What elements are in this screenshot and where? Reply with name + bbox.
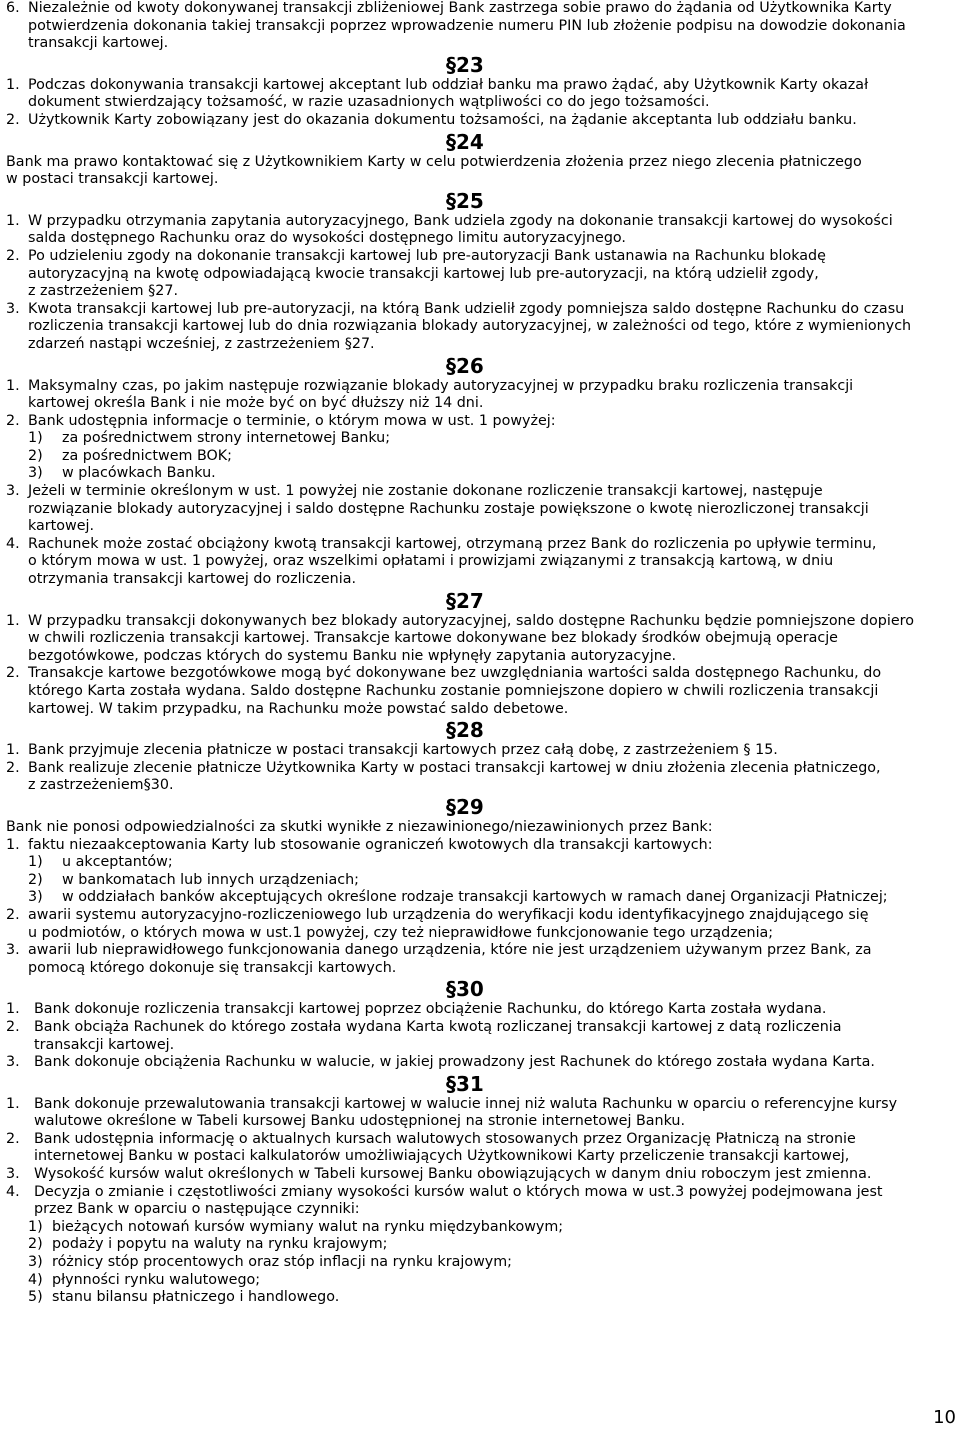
item-text-line: bieżących notowań kursów wymiany walut na rynku międzybankowym; (52, 1218, 564, 1235)
list-item (6, 613, 954, 666)
item-number: 3. (6, 1166, 20, 1183)
item-text-line: salda dostępnego Rachunku oraz do wysokości dostępnego limitu autoryzacyjnego. (28, 230, 626, 247)
list-item (6, 536, 954, 589)
item-number: 1. (6, 212, 20, 229)
section-heading: §31 (446, 1071, 484, 1096)
list-item (6, 301, 954, 354)
list-item (6, 1289, 954, 1307)
section-heading: §25 (446, 188, 484, 213)
section-s31 (6, 1072, 954, 1307)
list-item (6, 1001, 954, 1019)
item-text-line: Bank dokonuje rozliczenia transakcji kartowej poprzez obciążenie Rachunku, do którego Karta została wydana. (34, 1001, 827, 1018)
section-s28 (6, 718, 954, 795)
item-text-line: Maksymalny czas, po jakim następuje rozwiązanie blokady autoryzacyjnej w przypadku braku rozliczenia transakcji (28, 377, 854, 394)
item-number: 2. (6, 665, 20, 682)
item-text-line: Kwota transakcji kartowej lub pre-autoryzacji, na którą Bank udzielił zgody pomniejsza saldo dostępne Rachunku do czasu (28, 300, 905, 317)
list-item (6, 665, 954, 718)
list-item (6, 907, 954, 942)
item-number: 4) (28, 1271, 43, 1288)
document-page (6, 0, 954, 1307)
list-item (6, 0, 954, 53)
item-number: 2. (6, 412, 20, 429)
item-number: 1. (6, 612, 20, 629)
item-number: 6. (6, 0, 20, 16)
item-number: 3) (28, 889, 43, 906)
item-text-line: transakcji kartowej. (28, 35, 169, 52)
list-item (6, 854, 954, 872)
item-number: 2. (6, 111, 20, 128)
item-number: 3) (28, 1254, 43, 1271)
item-text-line: podaży i popytu na waluty na rynku krajowym; (52, 1236, 388, 1253)
item-text-line: dokument stwierdzający tożsamość, w razie uzasadnionych wątpliwości co do jego tożsamości. (28, 94, 710, 111)
item-number: 4. (6, 1183, 20, 1200)
list-item (6, 1254, 954, 1272)
item-text-line: płynności rynku walutowego; (52, 1271, 261, 1288)
item-text-line: pomocą którego dokonuje się transakcji kartowych. (28, 959, 397, 976)
section-s29 (6, 795, 954, 977)
paragraph-line: w postaci transakcji kartowej. (6, 171, 219, 188)
list-item (6, 942, 954, 977)
item-text-line: u akceptantów; (62, 854, 173, 871)
section-s24 (6, 130, 954, 189)
list-item (6, 112, 954, 130)
item-number: 3. (6, 483, 20, 500)
item-text-line: Bank udostępnia informacje o terminie, o którym mowa w ust. 1 powyżej: (28, 412, 556, 429)
item-text-line: W przypadku transakcji dokonywanych bez blokady autoryzacyjnej, saldo dostępne Rachunku będzie pomniejszone dopiero (28, 612, 914, 629)
section-heading: §23 (446, 52, 484, 77)
item-text-line: w chwili rozliczenia transakcji kartowej. Transakcje kartowe dokonywane bez blokady środków obejmują operacje (28, 630, 838, 647)
item-text-line: Wysokość kursów walut określonych w Tabeli kursowej Banku obowiązujących w danym dniu roboczym jest zmienna. (34, 1166, 872, 1183)
list-item (6, 837, 954, 855)
section-heading: §29 (446, 794, 484, 819)
item-text-line: transakcji kartowej. (34, 1036, 175, 1053)
item-text-line: którego Karta została wydana. Saldo dostępne Rachunku zostanie pomniejszone dopiero w chwili rozliczenia transakcji (28, 683, 879, 699)
item-text-line: Transakcje kartowe bezgotówkowe mogą być dokonywane bez uwzględniania wartości salda dostępnego Rachunku, do (28, 665, 882, 682)
paragraph-line: Bank nie ponosi odpowiedzialności za skutki wynikłe z niezawinionego/niezawinionych przez Bank: (6, 818, 713, 835)
item-text-line: internetowej Banku w postaci kalkulatorów umożliwiających Użytkownikowi Karty przeliczenie transakcji kartowej, (34, 1148, 850, 1165)
item-number: 2) (28, 447, 43, 464)
section-paragraph (6, 154, 954, 189)
section-heading: §30 (446, 977, 484, 1002)
list-item (6, 1219, 954, 1237)
section-heading: §26 (446, 353, 484, 378)
list-item (6, 77, 954, 112)
item-text-line: rozwiązanie blokady autoryzacyjnej i saldo dostępne Rachunku zostaje powiększone o kwotę nierozliczonej transakcji (28, 500, 869, 517)
item-text-line: walutowe określone w Tabeli kursowej Banku udostępnionej na stronie internetowej Banku. (34, 1113, 686, 1130)
list-item (6, 483, 954, 536)
item-number: 2. (6, 247, 20, 264)
item-number: 1. (6, 836, 20, 853)
section-heading: §28 (446, 718, 484, 743)
item-text-line: Bank dokonuje obciążenia Rachunku w walucie, w jakiej prowadzony jest Rachunek do którego została wydana Karta. (34, 1054, 875, 1071)
list-item (6, 872, 954, 890)
item-text-line: stanu bilansu płatniczego i handlowego. (52, 1289, 340, 1306)
item-text-line: rozliczenia transakcji kartowej lub do dnia rozwiązania blokady autoryzacyjnej, w zależności od tego, które z wymienionych (28, 318, 912, 335)
section-heading: §24 (446, 129, 484, 154)
item-number: 2) (28, 1236, 43, 1253)
item-text-line: kartowej. W takim przypadku, na Rachunku może powstać saldo debetowe. (28, 700, 569, 717)
list-item (6, 248, 954, 301)
item-text-line: W przypadku otrzymania zapytania autoryzacyjnego, Bank udziela zgody na dokonanie transakcji kartowej do wysokości (28, 212, 893, 229)
item-text-line: otrzymania transakcji kartowej do rozliczenia. (28, 571, 357, 588)
item-text-line: w placówkach Banku. (62, 465, 216, 482)
item-text-line: kartowej. (28, 518, 95, 535)
item-number: 3. (6, 1054, 20, 1071)
item-text-line: w oddziałach banków akceptujących określone rodzaje transakcji kartowych w ramach danej Organizacji Płatniczej; (62, 889, 888, 906)
item-text-line: zdarzeń nastąpi wcześniej, z zastrzeżeniem §27. (28, 335, 375, 352)
section-paragraph (6, 819, 954, 837)
item-text-line: Rachunek może zostać obciążony kwotą transakcji kartowej, otrzymaną przez Bank do rozliczenia po upływie terminu, (28, 535, 877, 552)
item-number: 3) (28, 465, 43, 482)
list-item (6, 1166, 954, 1184)
item-text-line: za pośrednictwem BOK; (62, 447, 232, 464)
list-item (6, 1096, 954, 1131)
item-text-line: Podczas dokonywania transakcji kartowej akceptant lub oddział banku ma prawo żądać, aby Użytkownik Karty okazał (28, 76, 869, 93)
item-number: 2. (6, 906, 20, 923)
item-number: 1) (28, 854, 43, 871)
item-text-line: Niezależnie od kwoty dokonywanej transakcji zbliżeniowej Bank zastrzega sobie prawo do żądania od Użytkownika Karty (28, 0, 892, 16)
item-text-line: w bankomatach lub innych urządzeniach; (62, 871, 359, 888)
item-text-line: Bank obciąża Rachunek do którego została wydana Karta kwotą rozliczanej transakcji kartowej z datą rozliczenia (34, 1018, 842, 1035)
list-item (6, 430, 954, 448)
item-text-line: różnicy stóp procentowych oraz stóp inflacji na rynku krajowym; (52, 1254, 512, 1271)
item-text-line: Bank przyjmuje zlecenia płatnicze w postaci transakcji kartowych przez całą dobę, z zastrzeżeniem § 15. (28, 742, 778, 759)
item-number: 3. (6, 300, 20, 317)
item-text-line: o którym mowa w ust. 1 powyżej, oraz wszelkimi opłatami i prowizjami związanymi z transakcją kartową, w dniu (28, 553, 834, 570)
page-number: 10 (933, 1407, 956, 1429)
item-number: 1) (28, 430, 43, 447)
list-item (6, 760, 954, 795)
item-text-line: Bank udostępnia informację o aktualnych kursach walutowych stosowanych przez Organizację Płatniczą na stronie (34, 1130, 856, 1147)
section-s25 (6, 189, 954, 354)
item-number: 1) (28, 1218, 43, 1235)
item-number: 2. (6, 1130, 20, 1147)
item-number: 4. (6, 535, 20, 552)
list-item (6, 213, 954, 248)
item-text-line: za pośrednictwem strony internetowej Banku; (62, 430, 391, 447)
item-text-line: Bank realizuje zlecenie płatnicze Użytkownika Karty w postaci transakcji kartowej w dniu złożenia zlecenia płatniczego, (28, 759, 881, 776)
list-item (6, 448, 954, 466)
item-text-line: awarii systemu autoryzacyjno-rozliczeniowego lub urządzenia do weryfikacji kodu identyfikacyjnego znajdującego się (28, 906, 869, 923)
list-item (6, 742, 954, 760)
section-heading: §27 (446, 588, 484, 613)
list-item (6, 465, 954, 483)
list-item (6, 378, 954, 413)
item-number: 1. (6, 76, 20, 93)
item-text-line: przez Bank w oparciu o następujące czynniki: (34, 1201, 360, 1218)
item-number: 1. (6, 1095, 20, 1112)
section-s30 (6, 977, 954, 1071)
item-text-line: faktu niezaakceptowania Karty lub stosowanie ograniczeń kwotowych dla transakcji kartowych: (28, 836, 713, 853)
item-number: 5) (28, 1289, 43, 1306)
item-number: 3. (6, 942, 20, 959)
item-text-line: Bank dokonuje przewalutowania transakcji kartowej w walucie innej niż waluta Rachunku w oparciu o referencyjne kursy (34, 1095, 898, 1112)
item-number: 2. (6, 1018, 20, 1035)
item-number: 1. (6, 1001, 20, 1018)
item-text-line: Użytkownik Karty zobowiązany jest do okazania dokumentu tożsamości, na żądanie akceptanta lub oddziału banku. (28, 111, 857, 128)
item-number: 1. (6, 377, 20, 394)
section-s23 (6, 53, 954, 130)
list-item (6, 413, 954, 431)
list-item (6, 1131, 954, 1166)
paragraph-line: Bank ma prawo kontaktować się z Użytkownikiem Karty w celu potwierdzenia złożenia przez niego zlecenia płatniczego (6, 153, 862, 170)
item-number: 2. (6, 759, 20, 776)
section-s27 (6, 589, 954, 719)
item-number: 1. (6, 742, 20, 759)
list-item (6, 1184, 954, 1219)
item-text-line: autoryzacyjną na kwotę odpowiadającą kwocie transakcji kartowej lub pre-autoryzacji, na którą udzielił zgody, (28, 265, 819, 282)
list-item (6, 889, 954, 907)
list-item (6, 1019, 954, 1054)
list-item (6, 1272, 954, 1290)
item-text-line: potwierdzenia dokonania takiej transakcji poprzez wprowadzenie numeru PIN lub złożenie podpisu na dowodzie dokonania (28, 17, 906, 34)
list-item (6, 1236, 954, 1254)
item-text-line: awarii lub nieprawidłowego funkcjonowania danego urządzenia, które nie jest urządzeniem używanym przez Bank, za (28, 942, 872, 959)
item-text-line: bezgotówkowe, podczas których do systemu Banku nie wpłynęły zapytania autoryzacyjne. (28, 647, 677, 664)
item-number: 2) (28, 871, 43, 888)
item-text-line: Po udzieleniu zgody na dokonanie transakcji kartowej lub pre-autoryzacji Bank ustanawia na Rachunku blokadę (28, 247, 826, 264)
item-text-line: u podmiotów, o których mowa w ust.1 powyżej, czy też nieprawidłowe funkcjonowanie tego urządzenia; (28, 924, 774, 941)
item-text-line: Decyzja o zmianie i częstotliwości zmiany wysokości kursów walut o których mowa w ust.3 powyżej podejmowana jest (34, 1183, 883, 1200)
item-text-line: kartowej określa Bank i nie może być on być dłuższy niż 14 dni. (28, 395, 484, 412)
list-item (6, 1054, 954, 1072)
item-text-line: z zastrzeżeniem§30. (28, 777, 174, 794)
item-text-line: z zastrzeżeniem §27. (28, 283, 179, 300)
section-s26 (6, 354, 954, 589)
item-text-line: Jeżeli w terminie określonym w ust. 1 powyżej nie zostanie dokonane rozliczenie transakcji kartowej, następuje (28, 483, 823, 500)
